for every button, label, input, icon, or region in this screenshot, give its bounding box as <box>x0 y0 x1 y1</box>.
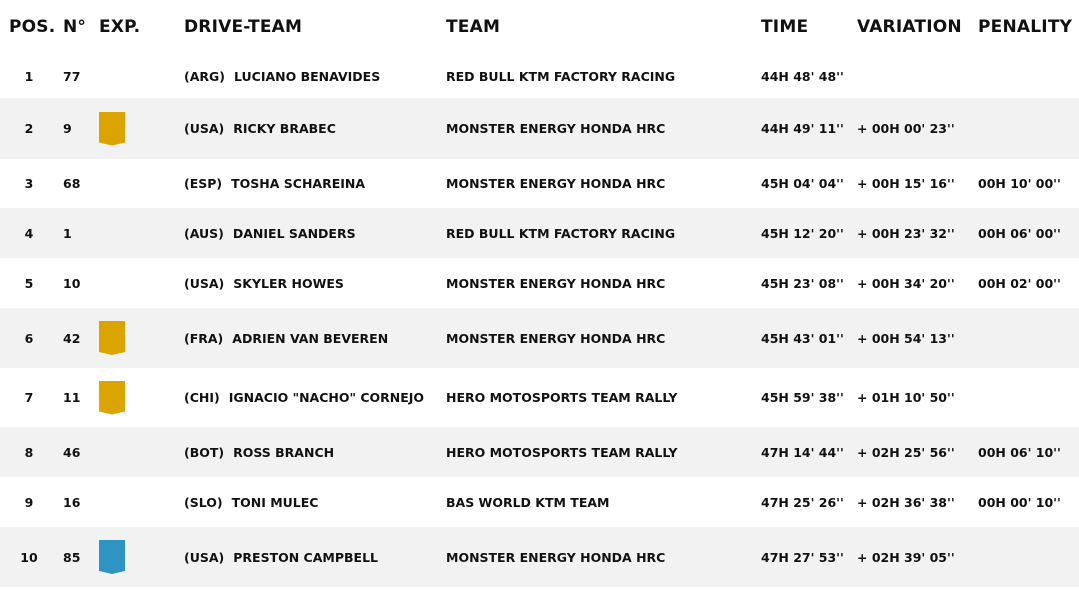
position-cell: 3 <box>24 176 34 191</box>
driver-name[interactable]: ROSS BRANCH <box>233 444 335 460</box>
variation-cell: + 00H 00' 23'' <box>857 121 955 136</box>
driver-cell[interactable] <box>184 477 318 527</box>
driver-name[interactable]: ADRIEN VAN BEVEREN <box>232 330 389 346</box>
experience-badge-icon <box>99 321 125 355</box>
country-code: (SLO) <box>184 494 223 510</box>
race-number-cell: 85 <box>63 549 81 565</box>
driver-cell[interactable] <box>184 208 356 258</box>
team-cell: MONSTER ENERGY HONDA HRC <box>446 275 666 291</box>
variation-cell: + 02H 36' 38'' <box>857 494 955 510</box>
team-cell: RED BULL KTM FACTORY RACING <box>446 225 676 241</box>
team-cell: HERO MOTOSPORTS TEAM RALLY <box>446 444 678 460</box>
experience-cell <box>99 54 125 98</box>
country-code: (USA) <box>184 549 225 565</box>
table-row[interactable] <box>0 258 1079 308</box>
driver-cell[interactable] <box>184 98 336 159</box>
time-cell: 45H 04' 04'' <box>761 176 844 191</box>
position-cell: 10 <box>20 549 38 565</box>
variation-cell: + 00H 23' 32'' <box>857 225 955 241</box>
race-number-cell: 1 <box>63 225 72 241</box>
table-header <box>0 0 1079 54</box>
driver-cell[interactable] <box>184 527 378 587</box>
country-code: (BOT) <box>184 444 225 460</box>
table-row[interactable] <box>0 308 1079 368</box>
country-code: (ARG) <box>184 68 225 84</box>
driver-name[interactable]: PRESTON CAMPBELL <box>233 549 379 565</box>
table-row[interactable] <box>0 98 1079 159</box>
experience-badge-icon <box>99 112 125 146</box>
time-cell: 47H 14' 44'' <box>761 444 844 460</box>
column-header-pos[interactable]: POS. <box>9 17 56 37</box>
variation-cell: + 02H 39' 05'' <box>857 549 955 565</box>
race-number-cell: 77 <box>63 68 81 84</box>
position-cell: 7 <box>24 390 34 405</box>
race-number-cell: 42 <box>63 330 81 346</box>
penalty-cell: 00H 06' 10'' <box>978 444 1061 460</box>
penalty-cell: 00H 10' 00'' <box>978 176 1061 191</box>
driver-cell[interactable] <box>184 258 344 308</box>
race-number-cell: 16 <box>63 494 81 510</box>
penalty-cell: 00H 02' 00'' <box>978 275 1061 291</box>
country-code: (ESP) <box>184 176 223 191</box>
country-code: (CHI) <box>184 390 220 405</box>
variation-cell: + 00H 15' 16'' <box>857 176 955 191</box>
driver-name[interactable]: TOSHA SCHAREINA <box>231 176 366 191</box>
driver-name[interactable]: IGNACIO "NACHO" CORNEJO <box>228 390 425 405</box>
driver-cell[interactable] <box>184 308 388 368</box>
table-row[interactable] <box>0 159 1079 208</box>
team-cell: RED BULL KTM FACTORY RACING <box>446 68 676 84</box>
driver-name[interactable]: SKYLER HOWES <box>233 275 344 291</box>
column-header-driver-team[interactable]: DRIVE-TEAM <box>184 17 303 37</box>
driver-name[interactable]: LUCIANO BENAVIDES <box>234 68 381 84</box>
variation-cell: + 00H 54' 13'' <box>857 330 955 346</box>
table-row[interactable] <box>0 208 1079 258</box>
experience-cell <box>99 527 125 587</box>
experience-cell <box>99 308 125 368</box>
table-row[interactable] <box>0 368 1079 427</box>
driver-name[interactable]: DANIEL SANDERS <box>232 225 356 241</box>
table-row[interactable] <box>0 477 1079 527</box>
experience-cell <box>99 477 125 527</box>
race-number-cell: 10 <box>63 275 81 291</box>
race-number-cell: 9 <box>63 121 72 136</box>
position-cell: 4 <box>24 225 34 241</box>
position-cell: 2 <box>24 121 34 136</box>
position-cell: 8 <box>24 444 34 460</box>
time-cell: 45H 43' 01'' <box>761 330 844 346</box>
country-code: (USA) <box>184 121 225 136</box>
column-header-time[interactable]: TIME <box>761 17 809 37</box>
race-number-cell: 46 <box>63 444 81 460</box>
team-cell: HERO MOTOSPORTS TEAM RALLY <box>446 390 678 405</box>
time-cell: 47H 25' 26'' <box>761 494 844 510</box>
experience-badge-icon <box>99 381 125 415</box>
time-cell: 45H 12' 20'' <box>761 225 844 241</box>
driver-cell[interactable] <box>184 427 334 477</box>
driver-name[interactable]: TONI MULEC <box>231 494 319 510</box>
position-cell: 5 <box>24 275 34 291</box>
penalty-cell: 00H 06' 00'' <box>978 225 1061 241</box>
time-cell: 45H 23' 08'' <box>761 275 844 291</box>
position-cell: 6 <box>24 330 34 346</box>
time-cell: 44H 49' 11'' <box>761 121 844 136</box>
experience-cell <box>99 159 125 208</box>
column-header-number[interactable]: N° <box>63 17 87 37</box>
team-cell: BAS WORLD KTM TEAM <box>446 494 610 510</box>
team-cell: MONSTER ENERGY HONDA HRC <box>446 176 666 191</box>
experience-cell <box>99 427 125 477</box>
driver-cell[interactable] <box>184 368 424 427</box>
experience-cell <box>99 98 125 159</box>
time-cell: 47H 27' 53'' <box>761 549 844 565</box>
team-cell: MONSTER ENERGY HONDA HRC <box>446 330 666 346</box>
column-header-experience[interactable]: EXP. <box>99 17 141 37</box>
race-number-cell: 11 <box>63 390 81 405</box>
experience-cell <box>99 258 125 308</box>
column-header-team[interactable]: TEAM <box>446 17 501 37</box>
driver-cell[interactable] <box>184 54 380 98</box>
race-number-cell: 68 <box>63 176 81 191</box>
experience-cell <box>99 208 125 258</box>
table-row[interactable] <box>0 54 1079 98</box>
driver-cell[interactable] <box>184 159 365 208</box>
country-code: (FRA) <box>184 330 224 346</box>
country-code: (AUS) <box>184 225 224 241</box>
driver-name[interactable]: RICKY BRABEC <box>233 121 336 136</box>
penalty-cell: 00H 00' 10'' <box>978 494 1061 510</box>
table-row[interactable] <box>0 427 1079 477</box>
table-row[interactable] <box>0 527 1079 587</box>
column-header-penalty[interactable]: PENALITY <box>978 17 1073 37</box>
country-code: (USA) <box>184 275 225 291</box>
experience-badge-icon <box>99 540 125 574</box>
time-cell: 45H 59' 38'' <box>761 390 844 405</box>
variation-cell: + 00H 34' 20'' <box>857 275 955 291</box>
time-cell: 44H 48' 48'' <box>761 68 844 84</box>
team-cell: MONSTER ENERGY HONDA HRC <box>446 549 666 565</box>
position-cell: 9 <box>24 494 34 510</box>
table-body <box>0 54 1079 587</box>
team-cell: MONSTER ENERGY HONDA HRC <box>446 121 666 136</box>
column-header-variation[interactable]: VARIATION <box>857 17 962 37</box>
experience-cell <box>99 368 125 427</box>
position-cell: 1 <box>24 68 34 84</box>
variation-cell: + 01H 10' 50'' <box>857 390 955 405</box>
variation-cell: + 02H 25' 56'' <box>857 444 955 460</box>
